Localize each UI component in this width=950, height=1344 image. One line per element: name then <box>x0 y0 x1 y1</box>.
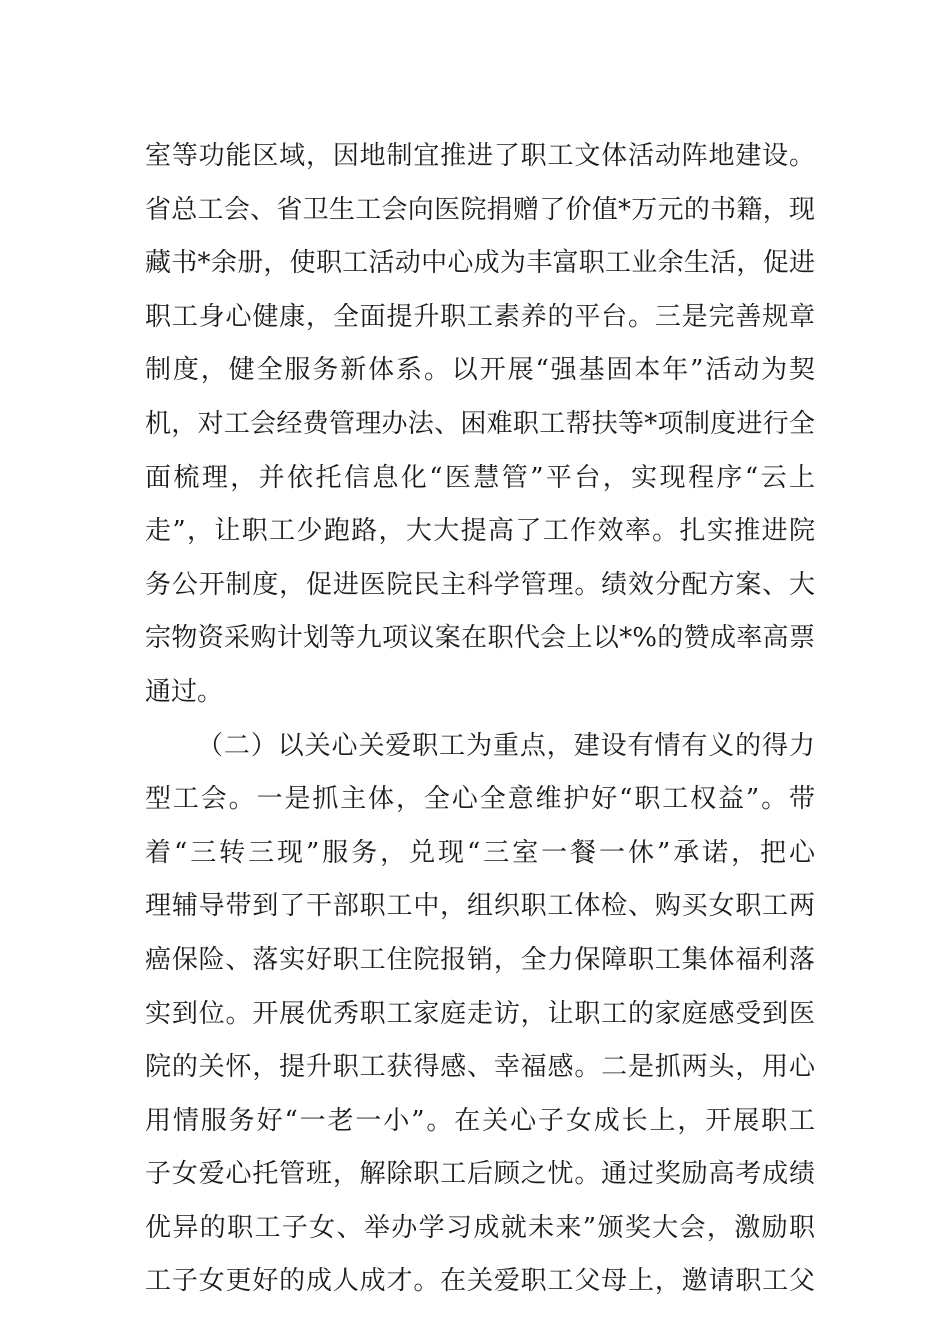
text-line: 室等功能区域，因地制宜推进了职工文体活动阵地建设。 <box>145 141 815 171</box>
text-line: 癌保险、落实好职工住院报销，全力保障职工集体福利落 <box>145 944 815 975</box>
text-line: 制度，健全服务新体系。以开展“强基固本年”活动为契 <box>145 355 815 386</box>
text-line: 优异的职工子女、举办学习成就未来”颁奖大会，激励职 <box>145 1212 815 1243</box>
text-line: 型工会。一是抓主体，全心全意维护好“职工权益”。带 <box>145 784 815 815</box>
text-line: 理辅导带到了干部职工中，组织职工体检、购买女职工两 <box>145 891 815 922</box>
text-line: 机，对工会经费管理办法、困难职工帮扶等*项制度进行全 <box>145 408 815 439</box>
text-line: 用情服务好“一老一小”。在关心子女成长上，开展职工 <box>145 1105 815 1136</box>
text-line: 走”，让职工少跑路，大大提高了工作效率。扎实推进院 <box>145 516 815 547</box>
text-line: 面梳理，并依托信息化“医慧管”平台，实现程序“云上 <box>145 462 815 493</box>
text-line: 职工身心健康，全面提升职工素养的平台。三是完善规章 <box>145 301 815 332</box>
paragraph-end-line: 通过。 <box>145 676 224 707</box>
text-line: 实到位。开展优秀职工家庭走访，让职工的家庭感受到医 <box>145 998 815 1029</box>
body-text <box>145 130 815 1309</box>
text-line: 藏书*余册，使职工活动中心成为丰富职工业余生活，促进 <box>145 248 815 279</box>
text-line: 省总工会、省卫生工会向医院捐赠了价值*万元的书籍，现 <box>145 194 815 225</box>
text-line: 宗物资采购计划等九项议案在职代会上以*%的赞成率高票 <box>145 623 815 654</box>
text-line: 院的关怀，提升职工获得感、幸福感。二是抓两头，用心 <box>145 1052 815 1083</box>
text-line: 着“三转三现”服务，兑现“三室一餐一休”承诺，把心 <box>145 837 815 868</box>
section-heading-line: （二）以关心关爱职工为重点，建设有情有义的得力 <box>197 730 815 761</box>
text-line: 务公开制度，促进医院民主科学管理。绩效分配方案、大 <box>145 569 815 600</box>
text-line: 工子女更好的成人成才。在关爱职工父母上，邀请职工父 <box>145 1266 815 1297</box>
text-line: 子女爱心托管班，解除职工后顾之忧。通过奖励高考成绩 <box>145 1159 815 1190</box>
